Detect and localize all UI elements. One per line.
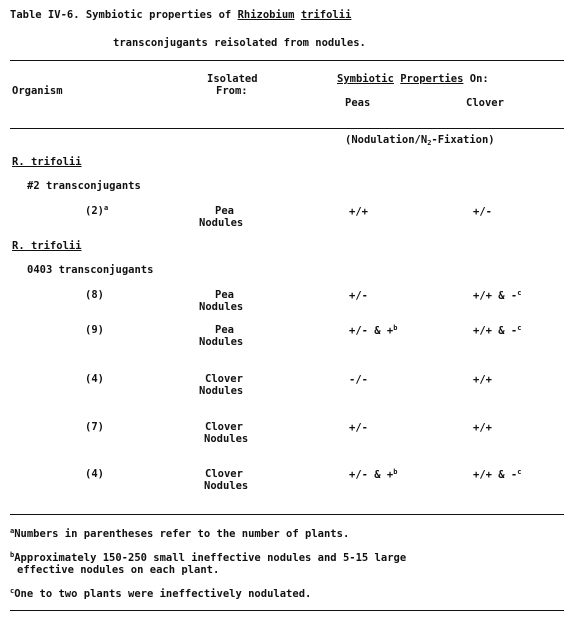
clover-result: +/+ bbox=[473, 422, 492, 434]
footnote-b-continued: effective nodules on each plant. bbox=[17, 564, 220, 576]
plant-count: (9) bbox=[85, 324, 104, 336]
species-name: trifolii bbox=[300, 9, 352, 21]
isolated-from: Pea bbox=[215, 324, 234, 336]
peas-result: -/- bbox=[349, 374, 368, 386]
clover-result: +/- bbox=[473, 206, 492, 218]
footnote-b: $^b$Approximately 150-250 small ineffective nodules and 5-15 large bbox=[10, 551, 407, 564]
genus-name: Rhizobium bbox=[237, 9, 295, 21]
peas-result: +/- & +$^b$ bbox=[349, 468, 398, 481]
footnote-a: $^a$Numbers in parentheses refer to the number of plants. bbox=[10, 527, 350, 540]
table-title-line2: transconjugants reisolated from nodules. bbox=[113, 37, 366, 49]
isolated-from: Clover bbox=[205, 468, 243, 480]
isolated-from-2: Nodules bbox=[199, 385, 244, 397]
header-symbiotic-properties: Symbiotic Properties On: bbox=[337, 73, 489, 85]
peas-result: +/+ bbox=[349, 206, 368, 218]
plant-count: (8) bbox=[85, 289, 104, 301]
top-rule bbox=[10, 60, 564, 61]
bottom-rule bbox=[10, 514, 564, 515]
peas-result: +/- & +$^b$ bbox=[349, 324, 398, 337]
header-rule bbox=[10, 128, 564, 129]
table-title: Table IV-6. Symbiotic properties of Rhizobium trifolii bbox=[10, 9, 352, 21]
plant-count: (7) bbox=[85, 421, 104, 433]
group-subgroup: 0403 transconjugants bbox=[27, 264, 154, 276]
plant-count: $(2)^a$ bbox=[85, 204, 109, 217]
isolated-from: Clover bbox=[205, 373, 243, 385]
group-organism: R. trifolii bbox=[12, 156, 82, 168]
clover-result: +/+ bbox=[473, 374, 492, 386]
isolated-from: Clover bbox=[205, 421, 243, 433]
isolated-from-2: Nodules bbox=[199, 217, 244, 229]
clover-result: +/+ & -$^c$ bbox=[473, 289, 522, 302]
isolated-from: Pea bbox=[215, 289, 234, 301]
plant-count: (4) bbox=[85, 468, 104, 480]
isolated-from-2: Nodules bbox=[199, 336, 244, 348]
footnote-c: $^c$One to two plants were ineffectively nodulated. bbox=[10, 587, 312, 600]
group-subgroup: #2 transconjugants bbox=[27, 180, 141, 192]
header-peas: Peas bbox=[345, 97, 371, 109]
clover-result: +/+ & -$^c$ bbox=[473, 324, 522, 337]
peas-result: +/- bbox=[349, 290, 368, 302]
header-isolated: Isolated bbox=[207, 73, 258, 85]
isolated-from-2: Nodules bbox=[199, 301, 244, 313]
peas-result: +/- bbox=[349, 422, 368, 434]
subheader-nodulation: $(Nodulation/N_2-Fixation)$ bbox=[345, 134, 495, 147]
isolated-from: Pea bbox=[215, 205, 234, 217]
footer-rule bbox=[10, 610, 564, 611]
header-from: From: bbox=[216, 85, 248, 97]
isolated-from-2: Nodules bbox=[204, 433, 249, 445]
isolated-from-2: Nodules bbox=[204, 480, 249, 492]
header-clover: Clover bbox=[466, 97, 504, 109]
clover-result: +/+ & -$^c$ bbox=[473, 468, 522, 481]
plant-count: (4) bbox=[85, 373, 104, 385]
header-organism: Organism bbox=[12, 85, 63, 97]
group-organism: R. trifolii bbox=[12, 240, 82, 252]
